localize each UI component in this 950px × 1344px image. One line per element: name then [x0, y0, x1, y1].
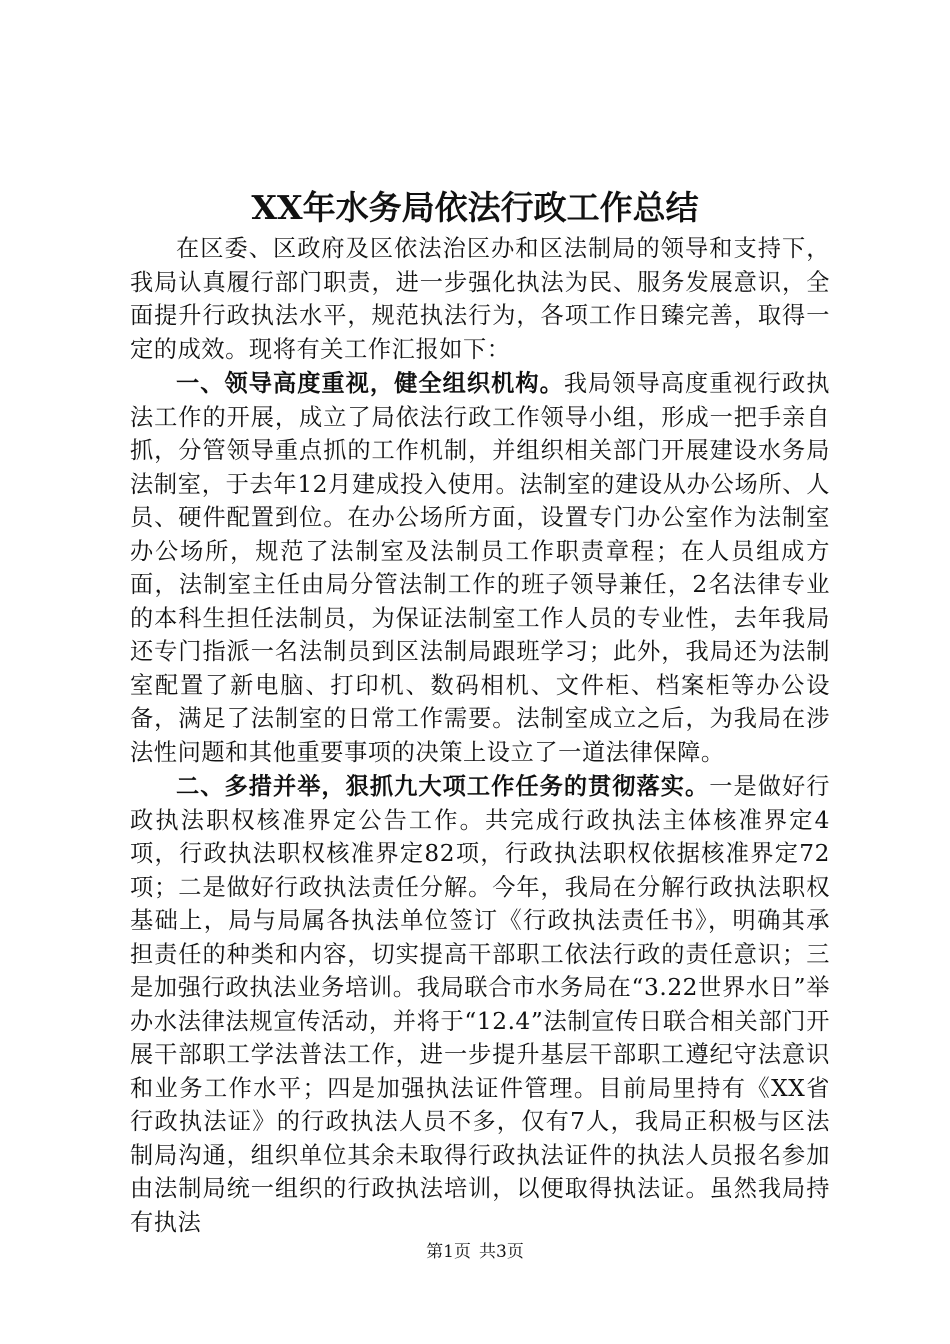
- section-one-text: 我局领导高度重视行政执法工作的开展，成立了局依法行政工作领导小组，形成一把手亲自抓，分管领导重点抓的工作机制，并组织相关部门开展建设水务局法制室，于去年12月建成投入使用。法制室的建设从办公场所、人员、硬件配置到位。在办公场所方面，设置专门办公室作为法制室办公场所，规范了法制室及法制员工作职责章程；在人员组成方面，法制室主任由局分管法制工作的班子领导兼任，2名法律专业的本科生担任法制员，为保证法制室工作人员的专业性，去年我局还专门指派一名法制员到区法制局跟班学习；此外，我局还为法制室配置了新电脑、打印机、数码相机、文件柜、档案柜等办公设备，满足了法制室的日常工作需要。法制室成立之后，为我局在涉法性问题和其他重要事项的决策上设立了一道法律保障。: [130, 370, 830, 766]
- section-two-heading: 二、多措并举，狠抓九大项工作任务的贯彻落实。: [176, 773, 710, 800]
- section-one-heading: 一、领导高度重视，健全组织机构。: [176, 370, 564, 397]
- page-number: 第1页: [426, 1242, 471, 1262]
- intro-paragraph: [130, 232, 830, 366]
- document-body: [130, 232, 830, 1239]
- section-two-text: 一是做好行政执法职权核准界定公告工作。共完成行政执法主体核准界定4项，行政执法职权核准界定82项，行政执法职权依据核准界定72项；二是做好行政执法责任分解。今年，我局在分解行政执法职权基础上，局与局属各执法单位签订《行政执法责任书》，明确其承担责任的种类和内容，切实提高干部职工依法行政的责任意识；三是加强行政执法业务培训。我局联合市水务局在“3.22世界水日”举办水法律法规宣传活动，并将于“12.4”法制宣传日联合相关部门开展干部职工学法普法工作，进一步提升基层干部职工遵纪守法意识和业务工作水平；四是加强执法证件管理。目前局里持有《XX省行政执法证》的行政执法人员不多，仅有7人，我局正积极与区法制局沟通，组织单位其余未取得行政执法证件的执法人员报名参加由法制局统一组织的行政执法培训，以便取得执法证。虽然我局持有执法: [130, 773, 831, 1236]
- section-one-paragraph: [130, 367, 830, 769]
- page-footer: [0, 1240, 950, 1264]
- paragraph-text: 在区委、区政府及区依法治区办和区法制局的领导和支持下，我局认真履行部门职责，进一步强化执法为民、服务发展意识，全面提升行政执法水平，规范执法行为，各项工作日臻完善，取得一定的成效。现将有关工作汇报如下：: [130, 235, 830, 363]
- document-title: XX年水务局依法行政工作总结: [251, 188, 699, 227]
- section-two-paragraph: [130, 770, 830, 1239]
- page-total: 共3页: [479, 1242, 524, 1262]
